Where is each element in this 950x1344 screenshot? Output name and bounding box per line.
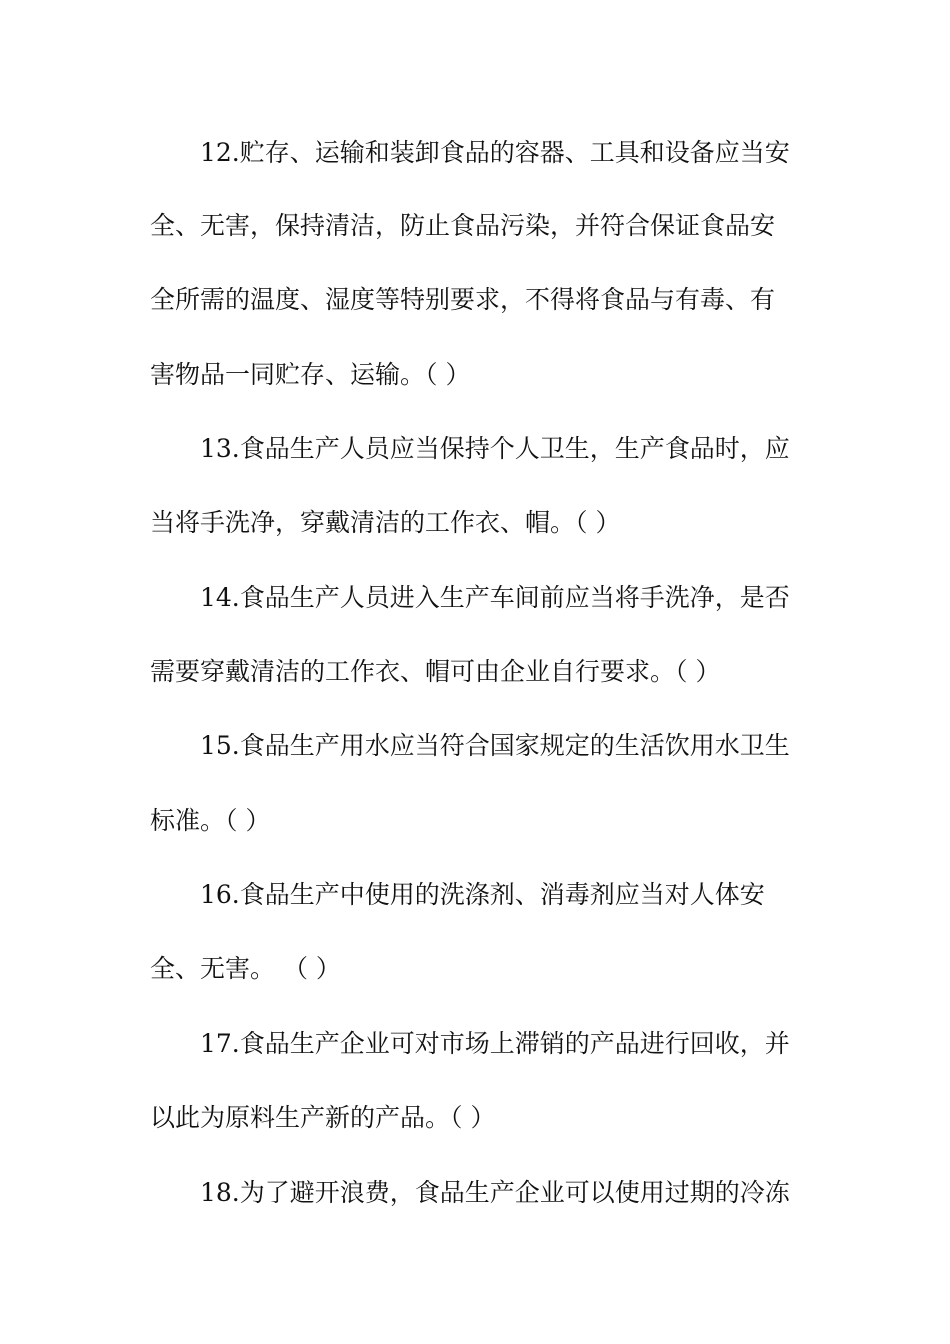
question-14-line-2: 需要穿戴清洁的工作衣、帽可由企业自行要求。（ ） bbox=[150, 657, 721, 686]
question-15-line-1: 15.食品生产用水应当符合国家规定的生活饮用水卫生 bbox=[200, 731, 790, 760]
question-16-line-1: 16.食品生产中使用的洗涤剂、消毒剂应当对人体安 bbox=[200, 880, 765, 909]
question-16-line-2: 全、无害。 （ ） bbox=[150, 954, 341, 983]
question-12-line-2: 全、无害，保持清洁，防止食品污染，并符合保证食品安 bbox=[150, 211, 776, 240]
question-17-line-1: 17.食品生产企业可对市场上滞销的产品进行回收，并 bbox=[200, 1029, 790, 1058]
question-14-line-1: 14.食品生产人员进入生产车间前应当将手洗净，是否 bbox=[200, 583, 790, 612]
question-13-line-2: 当将手洗净，穿戴清洁的工作衣、帽。（ ） bbox=[150, 508, 621, 537]
question-12-line-1: 12.贮存、运输和装卸食品的容器、工具和设备应当安 bbox=[200, 138, 790, 167]
question-13-line-1: 13.食品生产人员应当保持个人卫生，生产食品时，应 bbox=[200, 434, 790, 463]
question-17-line-2: 以此为原料生产新的产品。（ ） bbox=[150, 1103, 496, 1132]
question-12-line-3: 全所需的温度、湿度等特别要求，不得将食品与有毒、有 bbox=[150, 285, 776, 314]
question-15-line-2: 标准。（ ） bbox=[150, 806, 271, 835]
question-18-line-1: 18.为了避开浪费，食品生产企业可以使用过期的冷冻 bbox=[200, 1178, 790, 1207]
question-12-line-4: 害物品一同贮存、运输。（ ） bbox=[150, 360, 471, 389]
